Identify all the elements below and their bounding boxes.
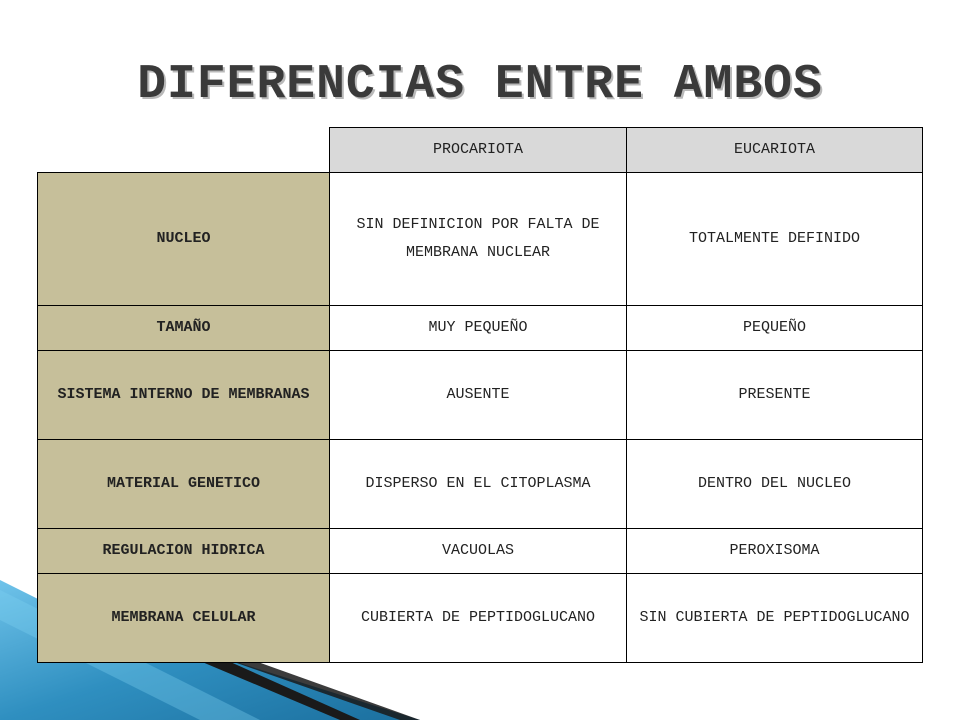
empty-corner-cell: [38, 128, 330, 173]
eucariota-cell: PEQUEÑO: [627, 306, 923, 351]
table-row: [38, 440, 923, 529]
table-row: [38, 173, 923, 306]
procariota-cell: CUBIERTA DE PEPTIDOGLUCANO: [330, 574, 627, 663]
row-label: MATERIAL GENETICO: [38, 440, 330, 529]
comparison-table: [37, 127, 923, 663]
row-label: TAMAÑO: [38, 306, 330, 351]
table-row: [38, 529, 923, 574]
eucariota-cell: TOTALMENTE DEFINIDO: [627, 173, 923, 306]
procariota-cell: MUY PEQUEÑO: [330, 306, 627, 351]
procariota-cell: DISPERSO EN EL CITOPLASMA: [330, 440, 627, 529]
eucariota-cell: DENTRO DEL NUCLEO: [627, 440, 923, 529]
slide-title: DIFERENCIAS ENTRE AMBOS: [137, 58, 823, 112]
column-header-procariota: PROCARIOTA: [330, 128, 627, 173]
procariota-cell: SIN DEFINICION POR FALTA DE MEMBRANA NUCLEAR: [330, 173, 627, 306]
eucariota-cell: SIN CUBIERTA DE PEPTIDOGLUCANO: [627, 574, 923, 663]
eucariota-cell: PRESENTE: [627, 351, 923, 440]
column-header-eucariota: EUCARIOTA: [627, 128, 923, 173]
table-row: [38, 351, 923, 440]
eucariota-cell: PEROXISOMA: [627, 529, 923, 574]
procariota-cell: VACUOLAS: [330, 529, 627, 574]
row-label: MEMBRANA CELULAR: [38, 574, 330, 663]
row-label: SISTEMA INTERNO DE MEMBRANAS: [38, 351, 330, 440]
table-row: [38, 306, 923, 351]
table-row: [38, 574, 923, 663]
row-label: REGULACION HIDRICA: [38, 529, 330, 574]
row-label: NUCLEO: [38, 173, 330, 306]
procariota-cell: AUSENTE: [330, 351, 627, 440]
table-header-row: [38, 128, 923, 173]
